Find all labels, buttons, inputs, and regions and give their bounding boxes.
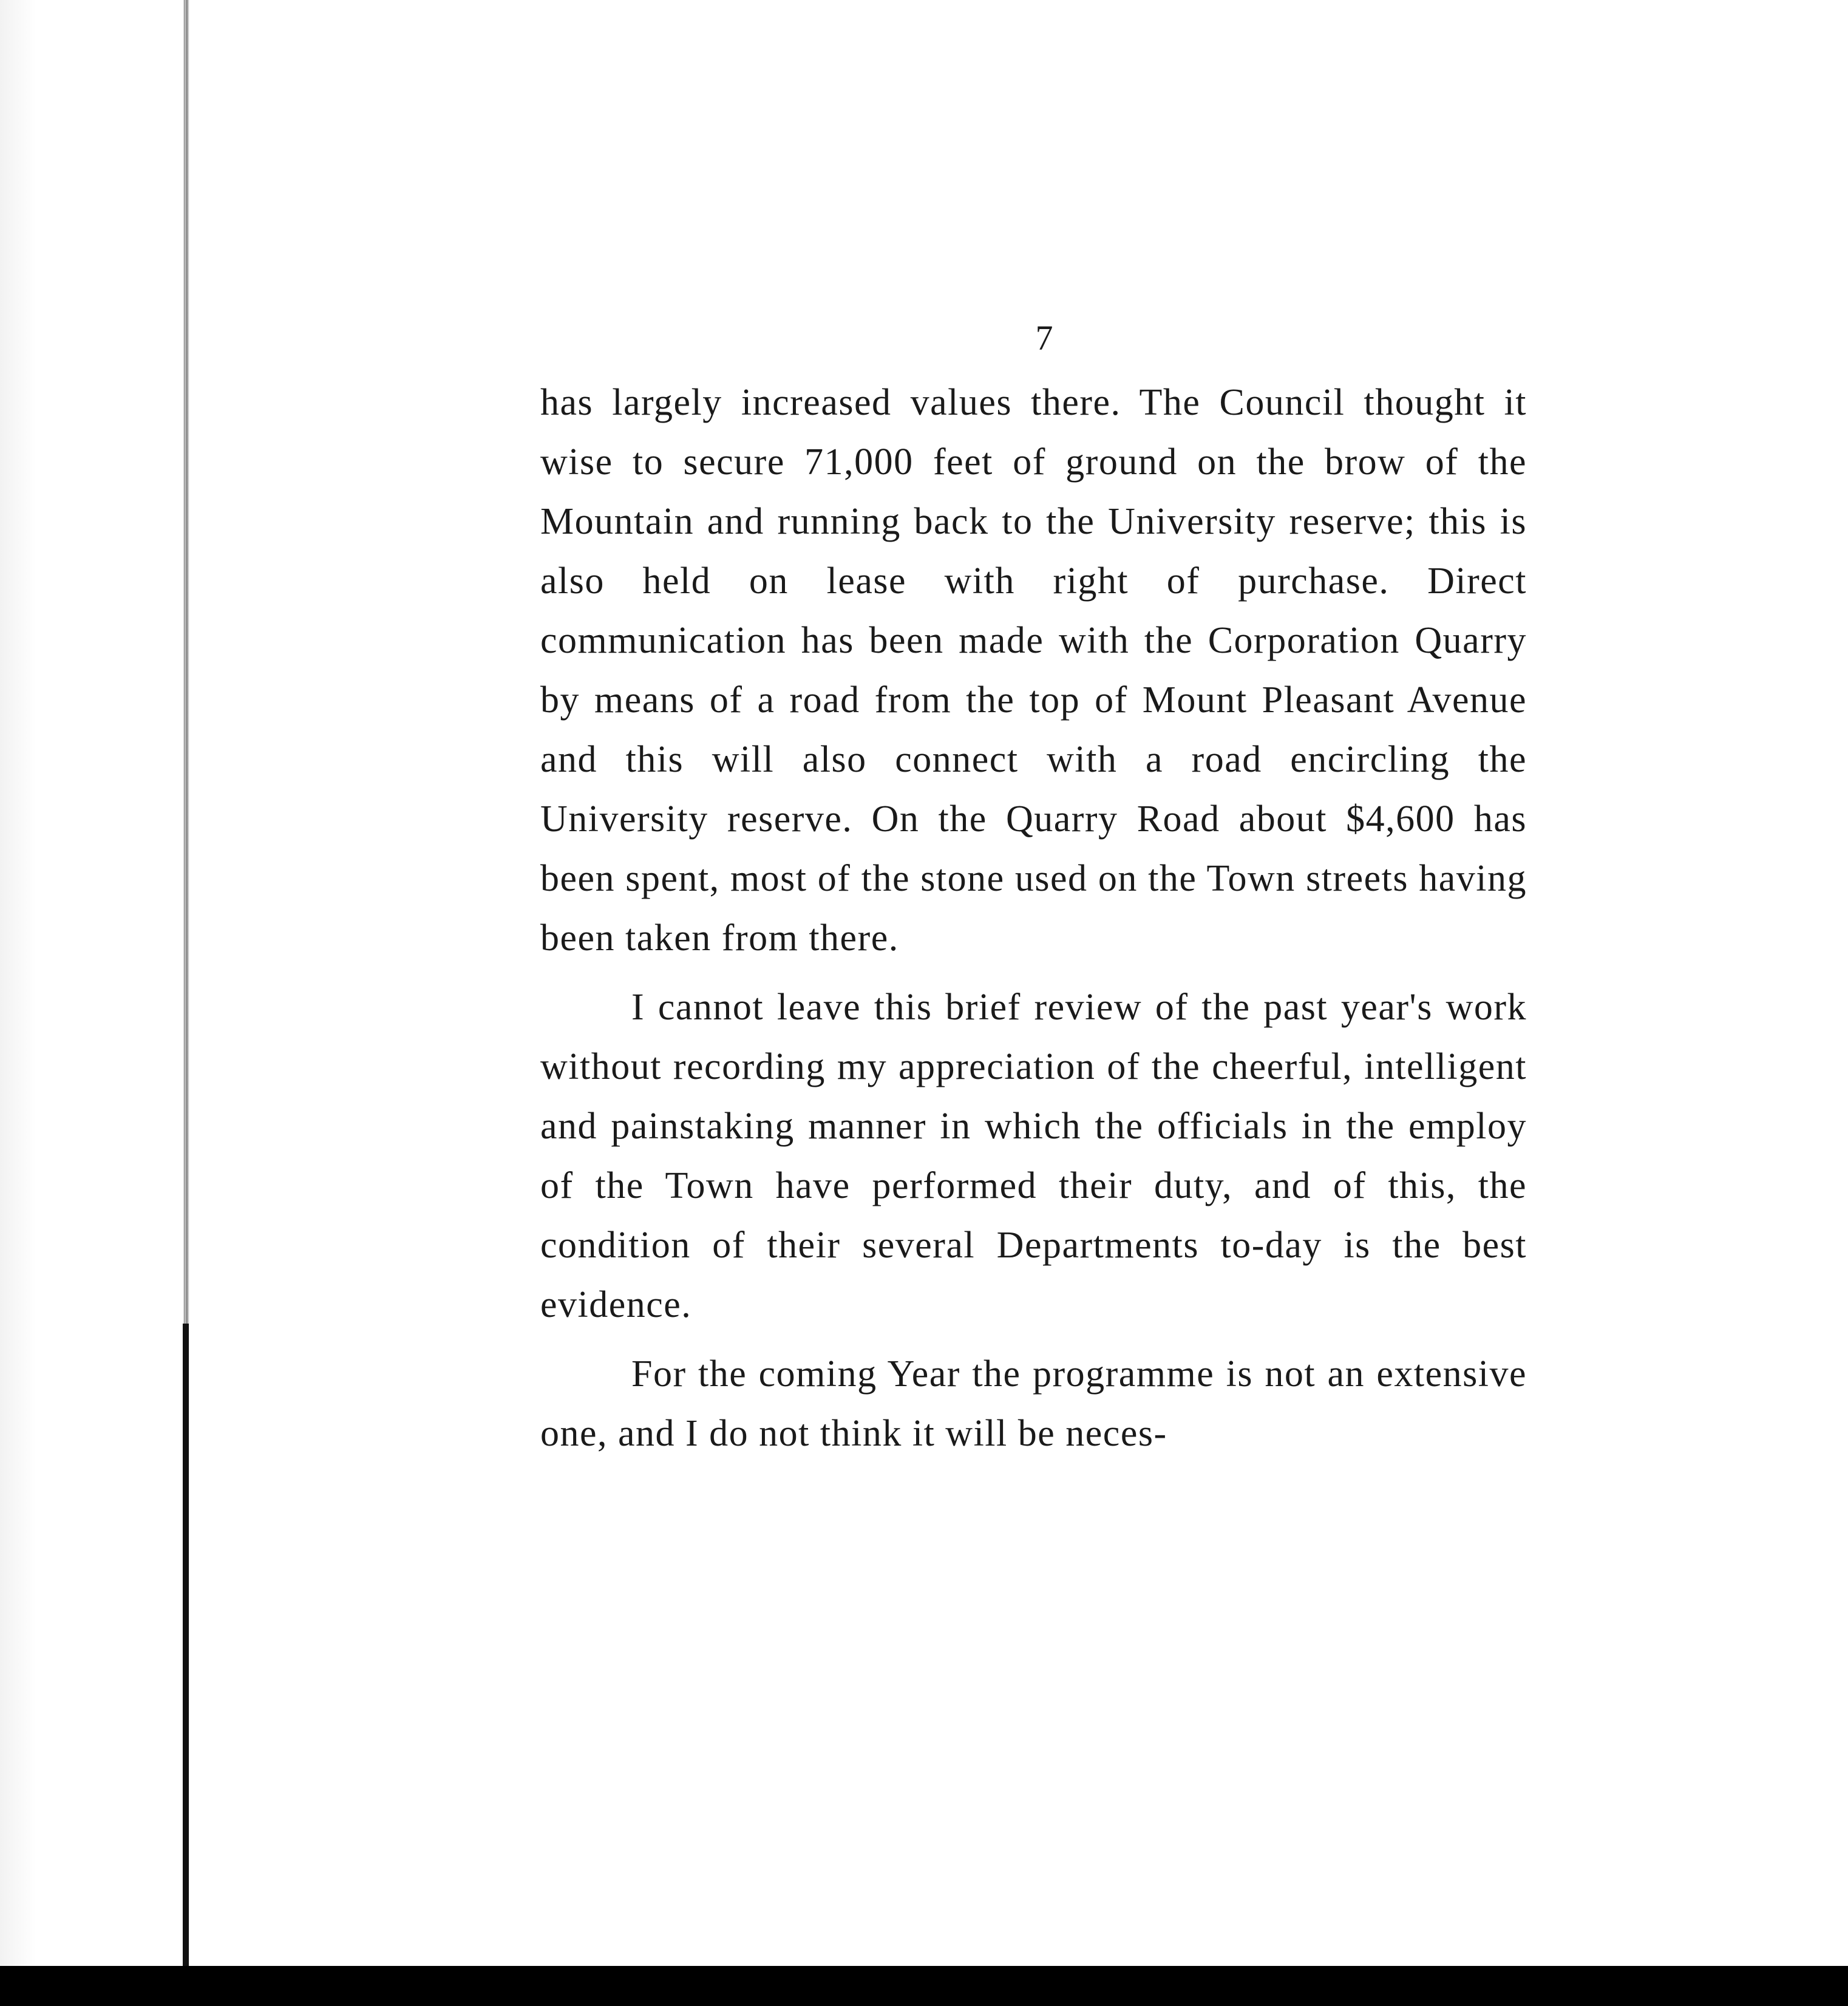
binding-line xyxy=(185,0,186,1324)
page-number: 7 xyxy=(1035,318,1053,358)
paragraph-1: has largely increased values there. The Council thought it wise to secure 71,000 feet of ground on the brow of the Mountain and running back to the University reserve; this is also held on lease with right of purchase. Direct communication has been made with the Corporation Quarry by means of a road from the top of Mount Pleasant Avenue and this will also connect with a road encircling the University reserve. On the Quarry Road about $4,600 has been spent, most of the stone used on the Town streets having been taken from there. xyxy=(540,382,1527,959)
binding-shadow xyxy=(183,1324,189,1979)
scan-bottom-edge xyxy=(0,1966,1848,2006)
binding-edge xyxy=(0,0,194,2006)
paragraph-3: For the coming Year the programme is not an extensive one, and I do not think it will be neces- xyxy=(540,1353,1527,1454)
body-text xyxy=(540,373,1527,1463)
paragraph-2: I cannot leave this brief review of the past year's work without recording my appreciation of the cheerful, intelligent and painstaking manner in which the officials in the employ of the Town have performed their duty, and of this, the condition of their several Departments to-day is the best evidence. xyxy=(540,987,1527,1325)
